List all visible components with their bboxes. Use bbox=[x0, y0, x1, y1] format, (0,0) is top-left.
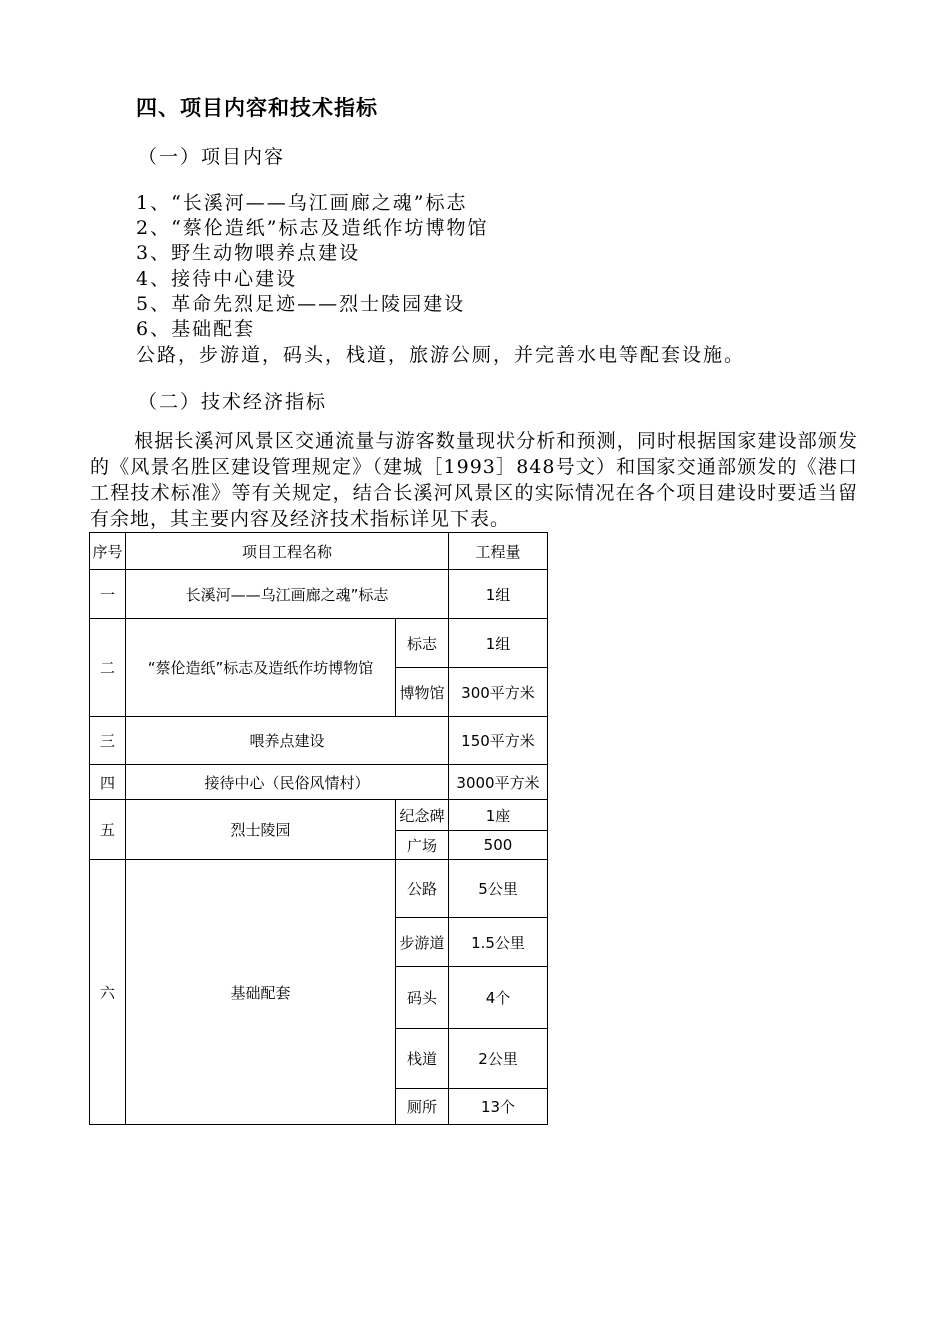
list-item: 2、“蔡伦造纸”标志及造纸作坊博物馆 bbox=[136, 217, 489, 239]
list-item: 3、野生动物喂养点建设 bbox=[136, 242, 361, 264]
cell-sub-label: 栈道 bbox=[396, 1029, 449, 1089]
cell-no: 四 bbox=[90, 765, 126, 800]
cell-qty: 4个 bbox=[449, 967, 548, 1029]
list-item: 4、接待中心建设 bbox=[136, 268, 298, 290]
cell-no: 一 bbox=[90, 570, 126, 619]
cell-qty: 300平方米 bbox=[449, 668, 548, 717]
cell-qty: 2公里 bbox=[449, 1029, 548, 1089]
list-item: 5、革命先烈足迹——烈士陵园建设 bbox=[136, 293, 466, 315]
cell-name: 基础配套 bbox=[126, 860, 396, 1125]
cell-name: 烈士陵园 bbox=[126, 800, 396, 860]
body-paragraph bbox=[90, 428, 858, 532]
table-row bbox=[90, 717, 548, 765]
cell-qty: 1组 bbox=[449, 570, 548, 619]
cell-sub-label: 广场 bbox=[396, 831, 449, 860]
cell-name: 接待中心（民俗风情村） bbox=[126, 765, 449, 800]
header-name: 项目工程名称 bbox=[126, 533, 449, 570]
cell-no: 三 bbox=[90, 717, 126, 765]
list-item: 6、基础配套 bbox=[136, 318, 256, 340]
header-no: 序号 bbox=[90, 533, 126, 570]
subsection-title-indicators: （二）技术经济指标 bbox=[138, 391, 328, 413]
header-qty: 工程量 bbox=[449, 533, 548, 570]
cell-sub-label: 步游道 bbox=[396, 918, 449, 967]
cell-qty: 1座 bbox=[449, 800, 548, 831]
cell-sub-label: 码头 bbox=[396, 967, 449, 1029]
table-row bbox=[90, 860, 548, 918]
cell-no: 二 bbox=[90, 619, 126, 717]
cell-qty: 3000平方米 bbox=[449, 765, 548, 800]
cell-no: 五 bbox=[90, 800, 126, 860]
table-row bbox=[90, 765, 548, 800]
cell-qty: 500 bbox=[449, 831, 548, 860]
indicators-table bbox=[89, 532, 548, 1125]
table-row bbox=[90, 800, 548, 831]
cell-qty: 1组 bbox=[449, 619, 548, 668]
cell-qty: 150平方米 bbox=[449, 717, 548, 765]
list-item: 1、“长溪河——乌江画廊之魂”标志 bbox=[136, 192, 468, 214]
paragraph-text: 根据长溪河风景区交通流量与游客数量现状分析和预测，同时根据国家建设部颁发的《风景名胜区建设管理规定》（建城［1993］848号文）和国家交通部颁发的《港口工程技术标准》等有关规定，结合长溪河风景区的实际情况在各个项目建设时要适当留有余地，其主要内容及经济技术指标详见下表。 bbox=[90, 430, 858, 530]
subsection-title-content: （一）项目内容 bbox=[138, 146, 286, 168]
cell-name: 长溪河——乌江画廊之魂”标志 bbox=[126, 570, 449, 619]
table-row bbox=[90, 570, 548, 619]
cell-sub-label: 公路 bbox=[396, 860, 449, 918]
cell-sub-label: 博物馆 bbox=[396, 668, 449, 717]
cell-qty: 13个 bbox=[449, 1089, 548, 1125]
cell-qty: 5公里 bbox=[449, 860, 548, 918]
table-header-row bbox=[90, 533, 548, 570]
cell-name: 喂养点建设 bbox=[126, 717, 449, 765]
table-row bbox=[90, 619, 548, 668]
cell-sub-label: 厕所 bbox=[396, 1089, 449, 1125]
cell-name: “蔡伦造纸”标志及造纸作坊博物馆 bbox=[126, 619, 396, 717]
cell-sub-label: 纪念碑 bbox=[396, 800, 449, 831]
section-heading: 四、项目内容和技术指标 bbox=[136, 96, 378, 120]
cell-qty: 1.5公里 bbox=[449, 918, 548, 967]
cell-sub-label: 标志 bbox=[396, 619, 449, 668]
list-item-detail: 公路，步游道，码头，栈道，旅游公厕，并完善水电等配套设施。 bbox=[136, 344, 746, 366]
cell-no: 六 bbox=[90, 860, 126, 1125]
